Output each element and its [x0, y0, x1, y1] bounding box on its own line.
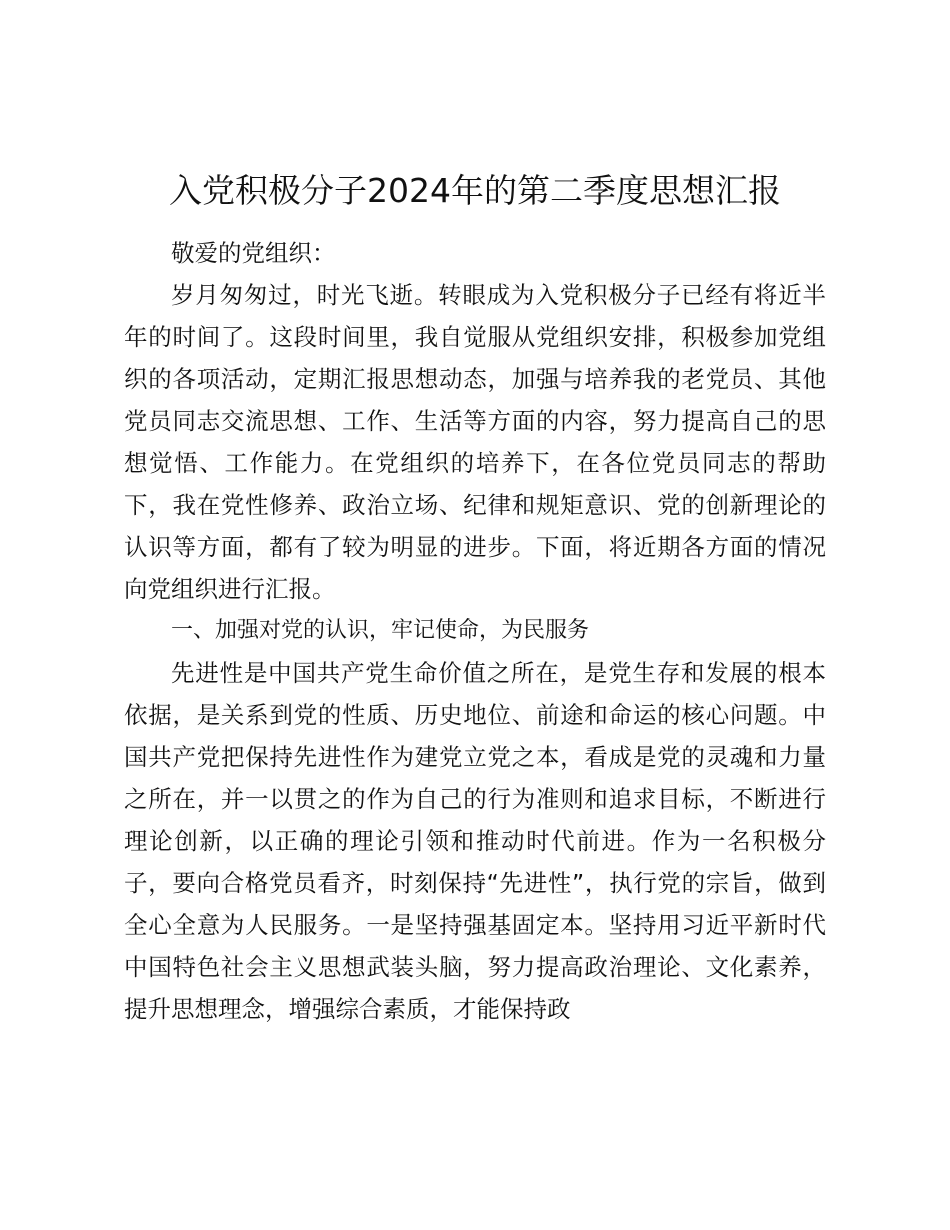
paragraph-intro: 岁月匆匆过，时光飞逝。转眼成为入党积极分子已经有将近半年的时间了。这段时间里，我自觉服从党组织安排，积极参加党组织的各项活动，定期汇报思想动态，加强与培养我的老党员、其他党员同志交流思想、工作、生活等方面的内容，努力提高自己的思想觉悟、工作能力。在党组织的培养下，在各位党员同志的帮助下，我在党性修养、政治立场、纪律和规矩意识、党的创新理论的认识等方面，都有了较为明显的进步。下面，将近期各方面的情况向党组织进行汇报。: [124, 281, 826, 603]
salutation: 敬爱的党组织：: [171, 239, 336, 267]
document-title: 入党积极分子2024年的第二季度思想汇报: [169, 171, 781, 210]
document-body: [124, 232, 826, 1030]
paragraph-section-1: 先进性是中国共产党生命价值之所在，是党生存和发展的根本依据，是关系到党的性质、历史地位、前途和命运的核心问题。中国共产党把保持先进性作为建党立党之本，看成是党的灵魂和力量之所在，并一以贯之的作为自己的行为准则和追求目标，不断进行理论创新，以正确的理论引领和推动时代前进。作为一名积极分子，要向合格党员看齐，时刻保持“先进性”，执行党的宗旨，做到全心全意为人民服务。一是坚持强基固定本。坚持用习近平新时代中国特色社会主义思想武装头脑，努力提高政治理论、文化素养，提升思想理念，增强综合素质，才能保持政: [124, 659, 826, 1023]
section-heading-1: 一、加强对党的认识，牢记使命，为民服务: [171, 618, 590, 643]
